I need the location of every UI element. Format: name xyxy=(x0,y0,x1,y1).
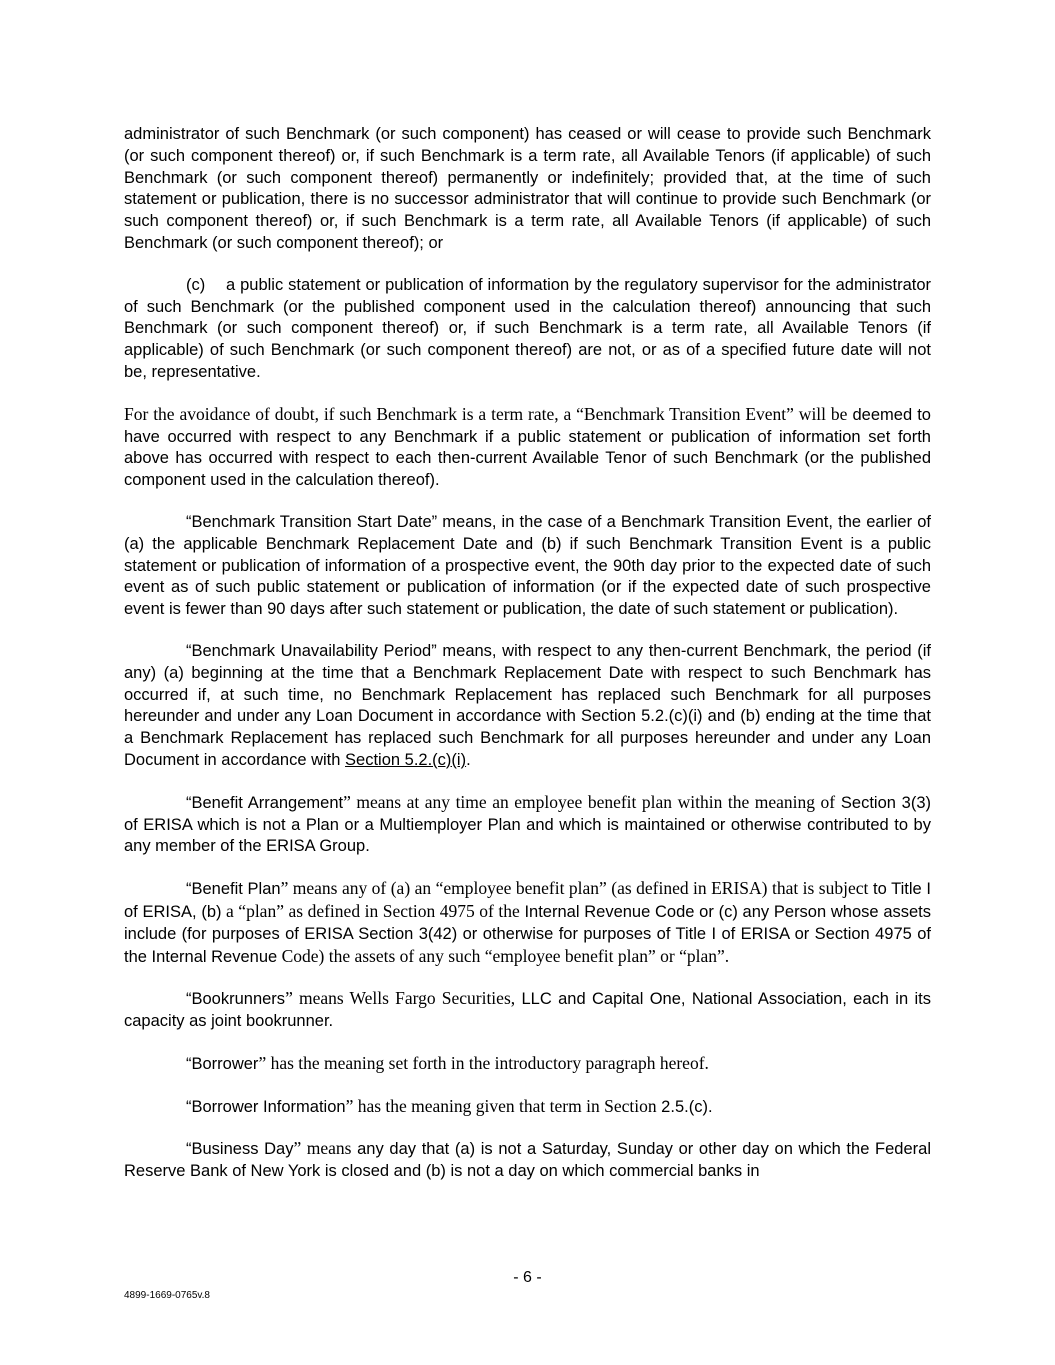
definition-benefit-arrangement xyxy=(124,792,931,858)
paragraph-serif-text: For the avoidance of doubt, if such Benchmark is a term rate, a “Benchmark Transition Event” will be xyxy=(124,403,848,424)
paragraph-serif-text: ” has the meaning set forth in the introductory paragraph hereof. xyxy=(258,1052,709,1073)
paragraph-avoidance-of-doubt xyxy=(124,404,931,492)
item-label-c: (c) xyxy=(186,275,206,294)
paragraph-text: any day that (a) is not a Saturday, Sunday or other day on which the Federal Reserve Bank of New York is closed and (b) is not a day on which commercial banks in xyxy=(124,1140,931,1181)
paragraph-serif-text: ” means any of (a) an “employee benefit plan” (as defined in ERISA) that is subject xyxy=(280,878,869,899)
paragraph-text: 2.5.(c). xyxy=(656,1097,713,1116)
paragraph-serif-text: ” has the meaning given that term in Section xyxy=(345,1095,657,1116)
definition-business-day xyxy=(124,1138,931,1183)
definition-benefit-plan xyxy=(124,878,931,968)
document-id: 4899-1669-0765v.8 xyxy=(124,1290,210,1301)
paragraph-text: to Title I of ERISA, (b) xyxy=(124,880,931,921)
definition-benchmark-transition-start-date xyxy=(124,512,931,621)
paragraph-administrator-ceased xyxy=(124,124,931,255)
paragraph-serif-text: ” means Wells Fargo Securities, xyxy=(285,988,516,1009)
paragraph-text: deemed to have occurred with respect to any Benchmark if a public statement or publication of information set forth above has occurred with respect to each then-current Available Tenor of such Benchmark (or the published component used in the calculation thereof). xyxy=(124,405,931,490)
defined-term: “Benefit Arrangement xyxy=(186,793,344,812)
definition-borrower xyxy=(124,1053,931,1076)
defined-term: “Benefit Plan xyxy=(186,880,281,899)
section-reference-link: Section 5.2.(c)(i) xyxy=(345,750,467,769)
paragraph-text: LLC and Capital One, National Association, each in its capacity as joint bookrunner. xyxy=(124,990,931,1031)
definition-benchmark-unavailability-period: “Benchmark Unavailability Period” means, with respect to any then-current Benchmark, the period (if any) (a) beginning at the time that a Benchmark Replacement Date with respect to such Benchmark has occurred if, at such time, no Benchmark Replacement has replaced such Benchmark for all purposes hereunder and under any Loan Document in accordance with Section 5.2.(c)(i) and (b) ending at the time that a Benchmark Replacement has replaced such Benchmark for all purposes hereunder and under any Loan Document in accordance with Section 5.2.(c)(i). xyxy=(124,641,931,769)
document-body xyxy=(124,124,931,1203)
defined-term: “Borrower xyxy=(186,1054,259,1073)
paragraph-item-c xyxy=(124,275,931,384)
paragraph-text: “Benchmark Unavailability Period” means, with respect to any then-current Benchmark, the period (if any) (a) beginning at the time that a Benchmark Replacement Date with respect to such Benchmark has occurred if, at such time, no Benchmark Replacement has replaced such Benchmark for all purposes hereunder and under any Loan Document in accordance with Section 5.2.(c)(i) and (b) ending at the time that a Benchmark Replacement has replaced such Benchmark for all purposes hereunder and under any Loan Document in accordance with xyxy=(124,641,931,769)
paragraph-text: Internal Revenue Code or (c) any Person whose assets include (for purposes of ERISA Section 3(42) or otherwise for purposes of Title I of ERISA or Section 4975 of the Internal Revenue xyxy=(124,902,932,966)
page-number: - 6 - xyxy=(513,1269,542,1286)
defined-term: “Borrower Information xyxy=(186,1097,346,1116)
paragraph-text: Section 3(3) of ERISA which is not a Plan or a Multiemployer Plan and which is maintained or otherwise contributed to by any member of the ERISA Group. xyxy=(124,793,931,856)
paragraph-serif-text: ” means at any time an employee benefit plan within the meaning of xyxy=(343,791,836,812)
definition-borrower-information xyxy=(124,1096,931,1119)
paragraph-text: a public statement or publication of information by the regulatory supervisor for the administrator of such Benchmark (or the published component used in the calculation thereof) announcing that such Benchmark (or such component thereof) or, if such Benchmark is a term rate, all Available Tenors (if applicable) of such Benchmark (or such component thereof) are not, or as of a specified future date will not be, representative. xyxy=(124,275,931,381)
paragraph-serif-text: Code) the assets of any such “employee benefit plan” or “plan”. xyxy=(277,945,730,966)
paragraph-text: administrator of such Benchmark (or such component) has ceased or will cease to provide such Benchmark (or such component thereof) or, if such Benchmark is a term rate, all Available Tenors (if applicable) of such Benchmark (or such component thereof) permanently or indefinitely; provided that, at the time of such statement or publication, there is no successor administrator that will continue to provide such Benchmark (or such component thereof) or, if such Benchmark is a term rate, all Available Tenors (if applicable) of such Benchmark (or such component thereof); or xyxy=(124,125,931,252)
paragraph-serif-text: ” means xyxy=(293,1138,352,1159)
defined-term: “Bookrunners xyxy=(186,990,286,1009)
definition-bookrunners xyxy=(124,988,931,1033)
defined-term: “Business Day xyxy=(186,1140,294,1159)
paragraph-serif-text: a “plan” as defined in Section 4975 of the xyxy=(221,900,520,921)
paragraph-text: “Benchmark Transition Start Date” means, in the case of a Benchmark Transition Event, the earlier of (a) the applicable Benchmark Replacement Date and (b) if such Benchmark Transition Event is a public statement or publication of information of a prospective event, the 90th day prior to the expected date of such event as of such public statement or publication of information (or if the expected date of such prospective event is fewer than 90 days after such statement or publication, the date of such statement or publication). xyxy=(124,512,931,619)
